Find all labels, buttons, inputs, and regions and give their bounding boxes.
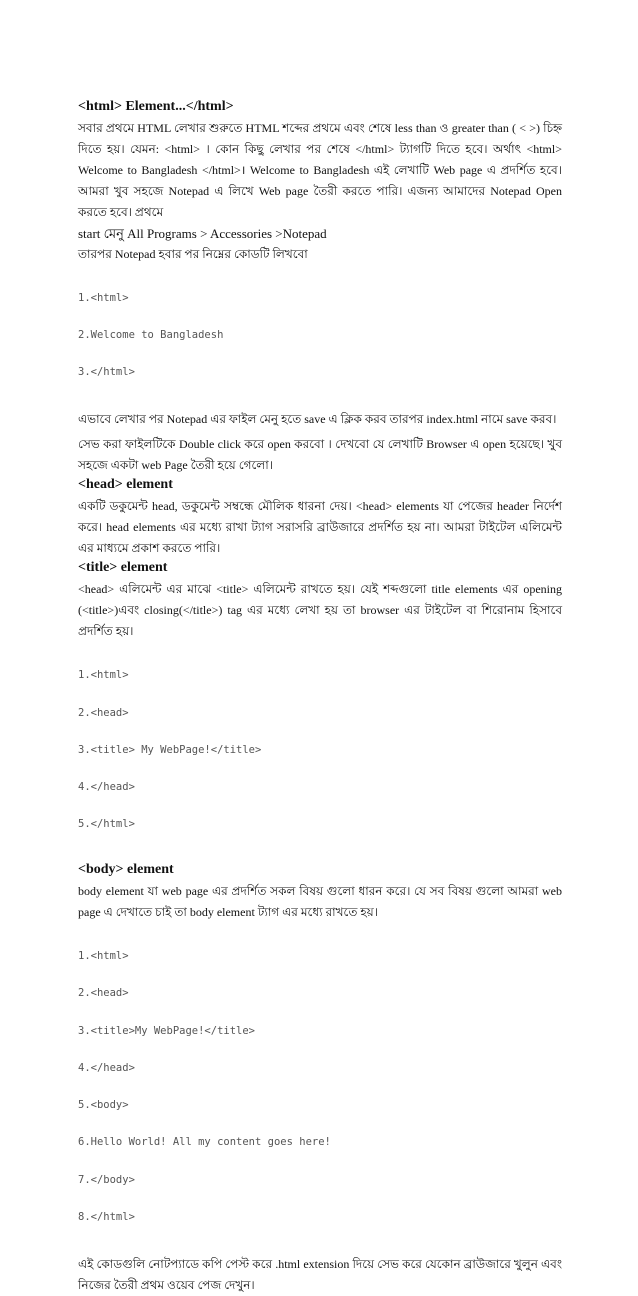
code-line: 7.</body> [78, 1173, 135, 1186]
paragraph-start-menu: start মেনু All Programs > Accessories >Notepad [78, 226, 327, 241]
code-line: 1.<html> [78, 291, 129, 304]
code-line: 2.<head> [78, 987, 129, 1000]
paragraph-final: এই কোডগুলি নোটপ্যাডে কপি পেস্ট করে .html extension দিয়ে সেভ করে যেকোন ব্রাউজারে খুলুন এবং নিজের তৈরী প্রথম ওয়েব পেজ দেখুন। [78, 1256, 562, 1292]
code-line: 2.Welcome to Bangladesh [78, 329, 224, 342]
section-heading-title: <title> element [78, 560, 168, 576]
document-page [78, 98, 562, 1296]
section-heading-body: <body> element [78, 862, 174, 878]
code-line: 2.<head> [78, 706, 129, 719]
paragraph-body: body element যা web page এর প্রদর্শিত সকল বিষয় গুলো ধারন করে। যে সব বিষয় গুলো আমরা web page এ দেখাতে চাই তা body element ট্যাগ এর মধ্যে রাখতে হয়। [78, 884, 562, 920]
code-line: 3.<title> My WebPage!</title> [78, 743, 262, 756]
paragraph-open: সেভ করা ফাইলটিকে Double click করে open করবো । দেখবো যে লেখাটি Browser এ open হয়েছে। খুব সহজে একটা web Page তৈরী হয়ে গেলো। [78, 437, 562, 473]
code-line: 6.Hello World! All my content goes here! [78, 1136, 331, 1149]
paragraph-notepad: তারপর Notepad হবার পর নিম্নের কোডটি লিখবো [78, 247, 308, 261]
code-line: 8.</html> [78, 1210, 135, 1223]
paragraph-save: এভাবে লেখার পর Notepad এর ফাইল মেনু হতে save এ ক্লিক করব তারপর index.html নামে save করব। [78, 412, 557, 427]
code-line: 1.<html> [78, 950, 129, 963]
code-line: 1.<html> [78, 669, 129, 682]
paragraph-head: একটি ডকুমেন্ট head, ডকুমেন্ট সম্বন্ধে মৌলিক ধারনা দেয়। <head> elements যা পেজের header নির্দেশ করে। head elements এর মধ্যে রাখা ট্যাগ সরাসরি ব্রাউজারে প্রদর্শিত হয় না। আমরা টাইটেল এলিমেন্ট এর মাধ্যমে প্রকাশ করতে পারি। [78, 499, 562, 556]
code-block-1 [78, 267, 562, 403]
paragraph-intro: সবার প্রথমে HTML লেখার শুরুতে HTML শব্দের প্রথমে এবং শেষে less than ও greater than ( < >) চিহ্ন দিতে হয়। যেমন: <html> । কোন কিছু লেখার পর শেষে </html> ট্যাগটি দিতে হবে। অর্থাৎ <html> Welcome to Bangladesh </html>। Welcome to Bangladesh এই লেখাটি Web page এ প্রদর্শিত হবে।আমরা খুব সহজে Notepad এ লিখে Web page তৈরী করতে পারি। এজন্য আমাদের Notepad Open করতে হবে। প্রথমে [78, 121, 562, 219]
code-line: 4.</head> [78, 780, 135, 793]
code-line: 3.<title>My WebPage!</title> [78, 1024, 256, 1037]
code-block-2 [78, 644, 562, 855]
code-line: 4.</head> [78, 1061, 135, 1074]
code-line: 5.</html> [78, 818, 135, 831]
section-heading-html: <html> Element...</html> [78, 99, 234, 114]
section-heading-head: <head> element [78, 477, 173, 493]
code-block-3 [78, 925, 562, 1248]
code-line: 3.</html> [78, 366, 135, 379]
code-line: 5.<body> [78, 1099, 129, 1112]
paragraph-title: <head> এলিমেন্ট এর মাঝে <title> এলিমেন্ট রাখতে হয়। যেই শব্দগুলো title elements এর opening (<title>)এবং closing(</title>) tag এর মধ্যে লেখা হয় তা browser এর টাইটেল বা শিরোনাম হিসাবে প্রদর্শিত হয়। [78, 582, 562, 639]
